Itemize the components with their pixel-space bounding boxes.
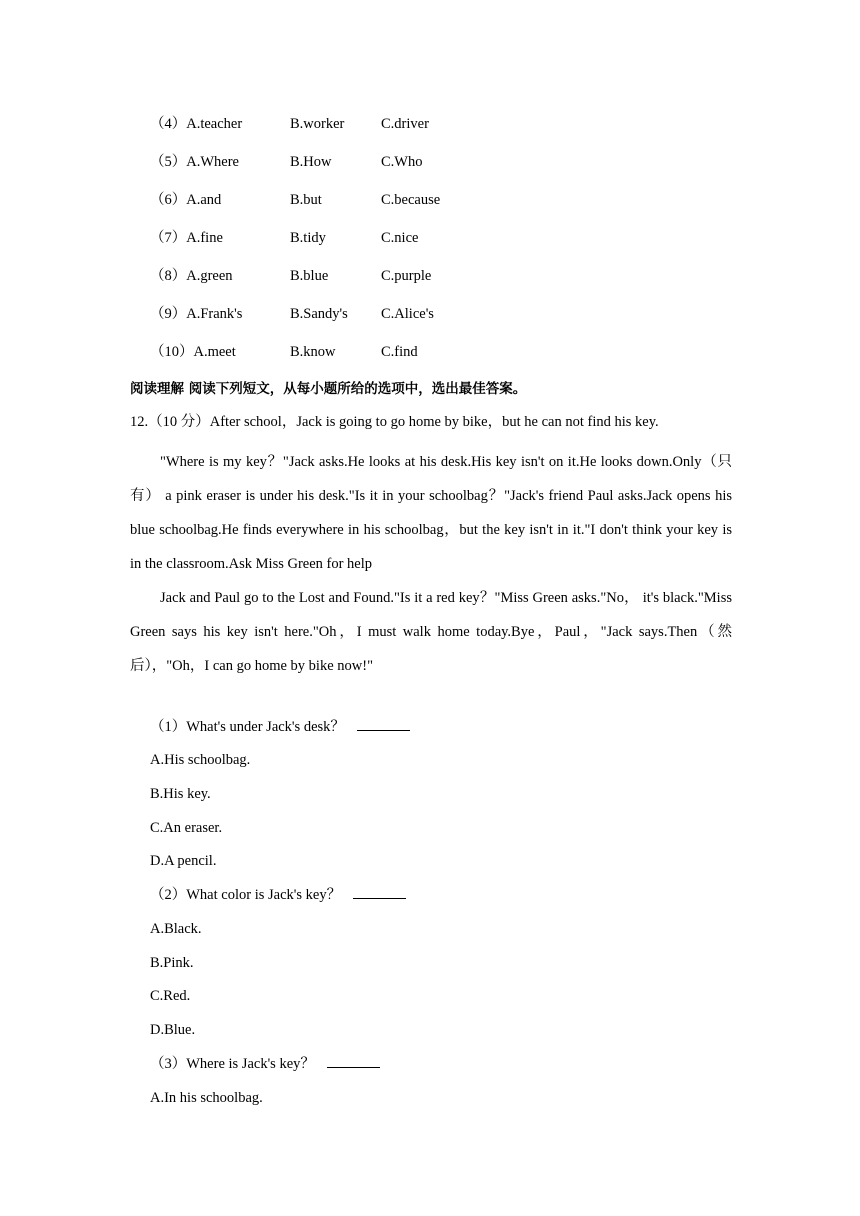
choice: A.In his schoolbag. (150, 1090, 263, 1106)
reading-passage (130, 445, 732, 683)
section-heading: 阅读理解 阅读下列短文，从每小题所给的选项中，选出最佳答案。 (130, 381, 527, 397)
choice: D.Blue. (150, 1022, 196, 1038)
passage-paragraph-1: "Where is my key？"Jack asks.He looks at his desk.His key isn't on it.He looks down.Only（只有） a pink eraser is under his desk."Is it in your schoolbag？"Jack's friend Paul asks.Jack opens his blue schoolbag.He finds everywhere in his schoolbag，but the key isn't in it."I don't think your key is in the classroom.Ask Miss Green for help (130, 454, 732, 572)
option-c: C.purple (381, 268, 432, 284)
option-c: C.nice (381, 230, 419, 246)
sub-question-text: （2）What color is Jack's key？ (150, 887, 342, 903)
sub-question-1 (150, 716, 410, 738)
question-header: 12.（10 分）After school，Jack is going to go home by bike，but he can not find his key. (130, 414, 659, 430)
option-b: B.tidy (290, 230, 326, 246)
option-a: （10）A.meet (150, 344, 236, 360)
answer-blank[interactable] (357, 716, 410, 731)
option-c: C.because (381, 192, 441, 208)
option-a: （9）A.Frank's (150, 306, 243, 322)
option-c: C.driver (381, 116, 429, 132)
option-c: C.Who (381, 154, 423, 170)
option-a: （5）A.Where (150, 154, 239, 170)
option-b: B.How (290, 154, 332, 170)
option-a: （6）A.and (150, 192, 222, 208)
option-b: B.worker (290, 116, 345, 132)
option-b: B.but (290, 192, 322, 208)
choice: A.His schoolbag. (150, 752, 251, 768)
choice: A.Black. (150, 921, 202, 937)
option-a: （7）A.fine (150, 230, 223, 246)
option-a: （8）A.green (150, 268, 233, 284)
sub-question-text: （3）Where is Jack's key？ (150, 1056, 315, 1072)
option-b: B.Sandy's (290, 306, 348, 322)
sub-question-3 (150, 1053, 380, 1075)
sub-question-2 (150, 884, 406, 906)
choice: D.A pencil. (150, 853, 217, 869)
answer-blank[interactable] (327, 1053, 380, 1068)
passage-paragraph-2: Jack and Paul go to the Lost and Found."Is it a red key？"Miss Green asks."No， it's black."Miss Green says his key isn't here."Oh，I must walk home today.Bye，Paul，"Jack says.Then（然后），"Oh，I can go home by bike now!" (130, 590, 732, 674)
choice: B.His key. (150, 786, 211, 802)
option-c: C.Alice's (381, 306, 434, 322)
answer-blank[interactable] (353, 884, 406, 899)
choice: B.Pink. (150, 955, 194, 971)
sub-question-text: （1）What's under Jack's desk？ (150, 719, 345, 735)
option-b: B.know (290, 344, 336, 360)
option-c: C.find (381, 344, 418, 360)
choice: C.An eraser. (150, 820, 223, 836)
choice: C.Red. (150, 988, 191, 1004)
option-b: B.blue (290, 268, 329, 284)
option-a: （4）A.teacher (150, 116, 243, 132)
